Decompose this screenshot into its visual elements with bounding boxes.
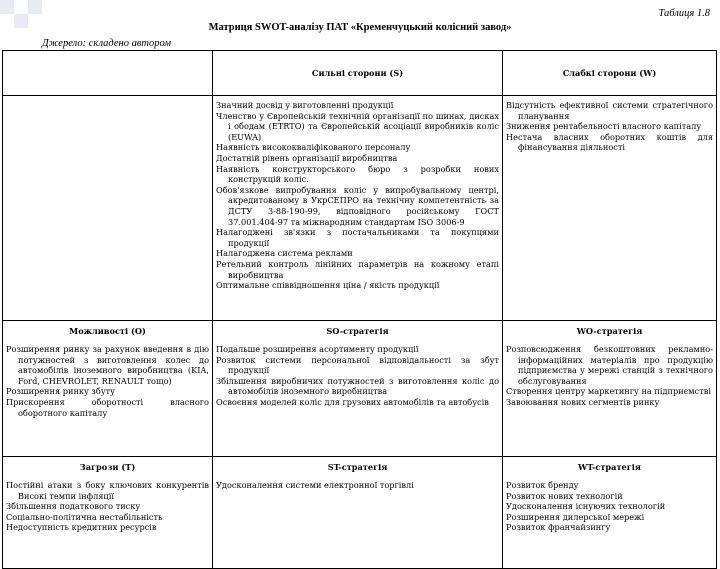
list-item: Завоювання нових сегментів ринку (506, 396, 660, 407)
opportunities-row (3, 342, 717, 457)
so-strategies-cell (213, 342, 503, 457)
decorative-square (28, 0, 42, 14)
list-item: Розвиток бренду (506, 480, 579, 490)
source-note: Джерело: складено автором (42, 38, 172, 49)
list-item: Розширення дилерської мережі (506, 511, 645, 522)
matrix-title: Матриця SWOT-аналізу ПАТ «Кременчуцький колісний завод» (208, 22, 512, 33)
strengths-list (216, 100, 499, 291)
st-strategy-header: ST-стратегія (213, 457, 503, 479)
empty-corner-cell (3, 51, 213, 96)
opportunities-header-row (3, 321, 717, 343)
threats-cell (3, 478, 213, 569)
st-strategies-cell (213, 478, 503, 569)
list-item: Нестача власних оборотних коштів для фінансування діяльності (506, 131, 713, 153)
so-strategy-header: SO-стратегія (213, 321, 503, 343)
threats-row (3, 478, 717, 569)
list-item: Збільшення податкового тиску (6, 501, 141, 512)
list-item: Розвиток нових технологій (506, 490, 623, 501)
opportunities-cell (3, 342, 213, 457)
strengths-header: Сильні сторони (S) (213, 51, 503, 96)
list-item: Членство у Європейській технічній організації по шинах, дисках і ободам (ETRTO) та Європейській асоціації виробників коліс (EUWA) (216, 110, 499, 142)
wo-strategies-cell (503, 342, 717, 457)
list-item: Прискорення оборотності власного оборотного капіталу (6, 396, 209, 418)
list-item: Оптимальне співвідношення ціна / якість продукції (216, 280, 440, 291)
list-item: Відсутність ефективної системи стратегічного планування (506, 100, 713, 121)
strengths-cell (213, 96, 503, 321)
list-item: Ретельний контроль лінійних параметрів на кожному етапі виробництва (216, 258, 499, 280)
list-item: Налагоджена система реклами (216, 248, 353, 259)
list-item: Наявність конструкторського бюро з розробки нових конструкцій коліс. (216, 163, 499, 185)
list-item: Створення центру маркетингу на підприємстві (506, 386, 711, 397)
list-item: Налагоджені зв'язки з постачальниками та покупцями продукції (216, 227, 499, 248)
list-item: Освоєння моделей коліс для грузових автомобілів та автобусів (216, 396, 489, 407)
opportunities-list (6, 344, 209, 418)
list-item: Недоступність кредитних ресурсів (6, 522, 157, 533)
list-item: Значний досвід у виготовленні продукції (216, 100, 394, 110)
header-row (3, 51, 717, 96)
wo-strategies-list (506, 344, 713, 408)
threats-list (6, 480, 209, 533)
list-item: Зниження рентабельності власного капіталу (506, 121, 702, 132)
list-item: Наявність висококваліфікованого персоналу (216, 142, 411, 153)
wt-strategy-header: WT-стратегія (503, 457, 717, 479)
list-item: Розвиток франчайзингу (506, 522, 611, 533)
so-strategies-list (216, 344, 499, 408)
list-item: Розширення ринку збуту (6, 386, 115, 397)
list-item: Обов'язкове випробування коліс у випробувальному центрі, акредитованому в УкрСЕПРО на технічну компетентність за ДСТУ 3-88-190-99, відповідного російському ГОСТ 37.001.404-97 та міжнародним стандартам ISO 3006-9 (216, 184, 499, 227)
empty-cell (3, 96, 213, 321)
list-item: Удосконалення існуючих технологій (506, 501, 666, 512)
st-strategies-list (216, 480, 499, 491)
list-item: Розвиток системи персональної відповідальності за збут продукції (216, 354, 499, 376)
weaknesses-header: Слабкі сторони (W) (503, 51, 717, 96)
wt-strategies-cell (503, 478, 717, 569)
list-item: Розповсюдження безкоштовних рекламно-інформаційних матеріалів про продукцію підприємства у мережі станцій з технічного обслуговування (506, 344, 713, 386)
table-number-label: Таблиця 1.8 (658, 8, 710, 19)
list-item: Постійні атаки з боку ключових конкурентів Високі темпи інфляції (6, 480, 209, 501)
swot-matrix-table (2, 50, 717, 569)
threats-header: Загрози (Т) (3, 457, 213, 479)
list-item: Розширення ринку за рахунок введення в дію потужностей з виготовлення колес до автомобілів іноземного виробництва (KIA, Ford, CHEVROLET, RENAULT тощо) (6, 344, 209, 386)
weaknesses-list (506, 100, 713, 153)
threats-header-row (3, 457, 717, 479)
weaknesses-cell (503, 96, 717, 321)
list-item: Подальше розширення асортименту продукції (216, 344, 419, 354)
list-item: Достатній рівень організації виробництва (216, 152, 398, 163)
wo-strategy-header: WO-стратегія (503, 321, 717, 343)
wt-strategies-list (506, 480, 713, 533)
opportunities-header: Можливості (О) (3, 321, 213, 343)
list-item: Збільшення виробничих потужностей з виготовлення коліс до автомобілів іноземного виробництва (216, 375, 499, 397)
strengths-weaknesses-row (3, 96, 717, 321)
decorative-square (0, 0, 14, 14)
list-item: Удосконалення системи електронної торгівлі (216, 480, 414, 490)
list-item: Соціально-політична нестабільність (6, 511, 163, 522)
